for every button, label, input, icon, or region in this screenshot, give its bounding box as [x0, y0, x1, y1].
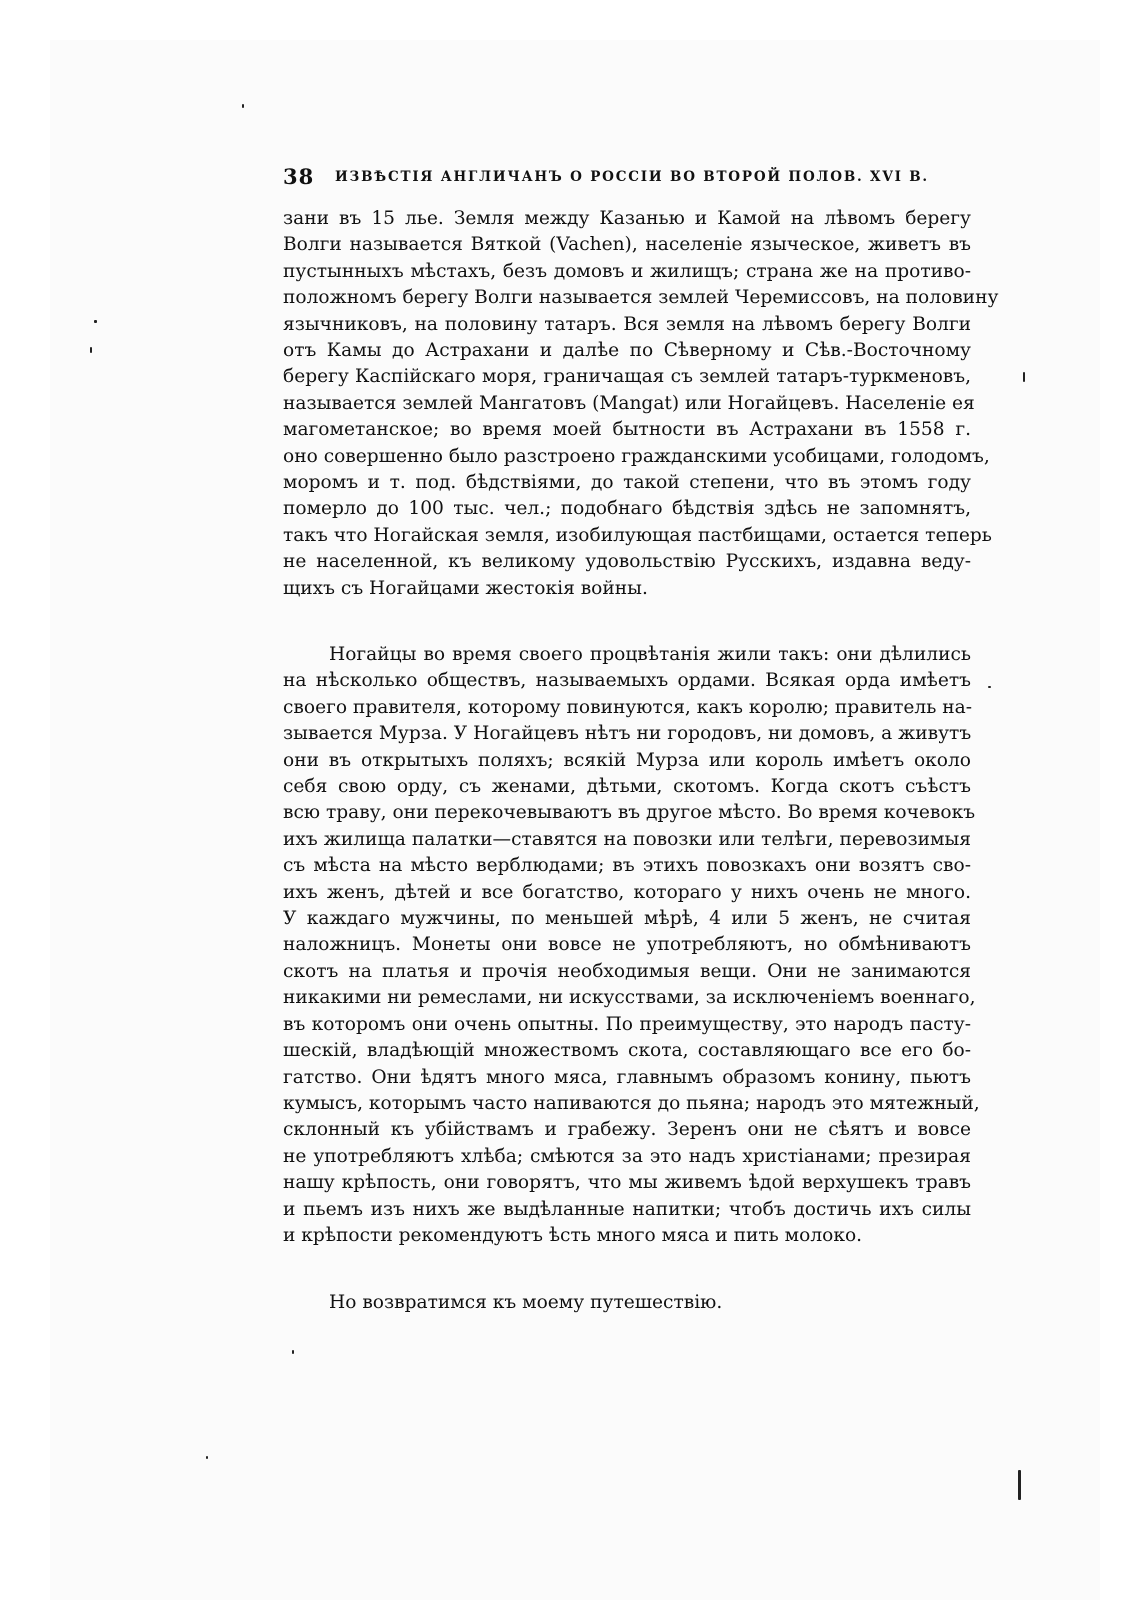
text-line: называется землей Мангатовъ (Mangat) или Ногайцевъ. Населеніе ея [283, 392, 975, 414]
text-line: магометанское; во время моей бытности въ Астрахани въ 1558 г. [283, 419, 971, 441]
text-line: наложницъ. Монеты они вовсе не употребляютъ, но обмѣниваютъ [283, 934, 971, 956]
text-line: пустынныхъ мѣстахъ, безъ домовъ и жилищъ; страна же на противо- [283, 260, 971, 282]
text-line: зани въ 15 лье. Земля между Казанью и Камой на лѣвомъ берегу [283, 208, 971, 229]
page-header [283, 164, 929, 194]
text-line: своего правителя, которому повинуются, какъ королю; правитель на- [283, 696, 973, 718]
text-line: кумысъ, которымъ часто напиваются до пьяна; народъ это мятежный, [283, 1092, 980, 1114]
page-number: 38 [283, 164, 315, 189]
text-line: гатство. Они ѣдятъ много мяса, главнымъ образомъ конину, пьютъ [283, 1066, 971, 1088]
scan-speck [1023, 372, 1025, 382]
text-line: язычниковъ, на половину татаръ. Вся земля на лѣвомъ берегу Волги [283, 313, 971, 335]
scan-speck [94, 320, 97, 323]
text-line: ихъ жилища палатки—ставятся на повозки или телѣги, перевозимыя [283, 828, 971, 850]
text-line: не употребляютъ хлѣба; смѣются за это надъ христіанами; презирая [283, 1145, 971, 1167]
paragraph-1 [283, 206, 999, 602]
text-line: моромъ и т. под. бѣдствіями, до такой степени, что въ этомъ году [283, 472, 971, 494]
text-line: Волги называется Вяткой (Vachen), населеніе языческое, живетъ въ [283, 234, 971, 256]
paragraph-2 [283, 642, 980, 1249]
text-line: себя свою орду, съ женами, дѣтьми, скотомъ. Когда скотъ съѣстъ [283, 776, 971, 798]
text-line: оно совершенно было разстроено гражданскими усобицами, голодомъ, [283, 445, 990, 467]
scan-speck [1018, 1470, 1021, 1500]
text-line: положномъ берегу Волги называется землей Черемиссовъ, на половину [283, 287, 999, 309]
text-line: такъ что Ногайская земля, изобилующая пастбищами, остается теперь [283, 524, 992, 546]
text-line: всю траву, они перекочевываютъ въ другое мѣсто. Во время кочевокъ [283, 802, 976, 824]
scan-speck [206, 1456, 208, 1459]
text-line: отъ Камы до Астрахани и далѣе по Сѣверному и Сѣв.-Восточному [283, 340, 971, 362]
text-line: съ мѣста на мѣсто верблюдами; въ этихъ повозкахъ они возятъ сво- [283, 855, 971, 877]
text-line: и крѣпости рекомендуютъ ѣсть много мяса и пить молоко. [283, 1224, 863, 1246]
text-line: никакими ни ремеслами, ни искусствами, за исключеніемъ военнаго, [283, 987, 976, 1009]
scan-speck [90, 347, 92, 353]
text-line: на нѣсколько обществъ, называемыхъ ордами. Всякая орда имѣетъ [283, 670, 971, 692]
text-line: склонный къ убійствамъ и грабежу. Зеренъ они не сѣятъ и вовсе [283, 1119, 971, 1141]
text-line: У каждаго мужчины, по меньшей мѣрѣ, 4 или 5 женъ, не считая [283, 908, 971, 930]
scan-speck [988, 686, 991, 688]
text-line: щихъ съ Ногайцами жестокія войны. [283, 577, 648, 599]
text-line: померло до 100 тыс. чел.; подобнаго бѣдствія здѣсь не запомнятъ, [283, 498, 971, 520]
text-line: ихъ женъ, дѣтей и все богатство, котораго у нихъ очень не много. [283, 881, 971, 903]
text-line: нашу крѣпость, они говорятъ, что мы живемъ ѣдой верхушекъ травъ [283, 1172, 971, 1194]
paragraph-3 [283, 1290, 971, 1316]
scan-speck [242, 104, 244, 108]
text-line: Ногайцы во время своего процвѣтанія жили такъ: они дѣлились [329, 644, 971, 665]
text-line: шескій, владѣющій множествомъ скота, составляющаго все его бо- [283, 1040, 971, 1062]
text-line: берегу Каспійскаго моря, граничащая съ землей татаръ-туркменовъ, [283, 366, 971, 388]
text-line: въ которомъ они очень опытны. По преимуществу, это народъ пасту- [283, 1013, 971, 1035]
text-line: скотъ на платья и прочія необходимыя вещи. Они не занимаются [283, 960, 971, 982]
text-line: не населенной, къ великому удовольствію Русскихъ, издавна веду- [283, 551, 971, 573]
text-line: и пьемъ изъ нихъ же выдѣланные напитки; чтобъ достичь ихъ силы [283, 1198, 971, 1220]
scan-speck [292, 1350, 294, 1354]
text-line: они въ открытыхъ поляхъ; всякій Мурза или король имѣетъ около [283, 749, 971, 771]
running-head: ИЗВѢСТІЯ АНГЛИЧАНЪ О РОССІИ ВО ВТОРОЙ ПОЛОВ. XVI В. [335, 169, 929, 185]
text-line: зывается Мурза. У Ногайцевъ нѣтъ ни городовъ, ни домовъ, а живутъ [283, 723, 972, 745]
text-line: Но возвратимся къ моему путешествію. [329, 1292, 723, 1313]
